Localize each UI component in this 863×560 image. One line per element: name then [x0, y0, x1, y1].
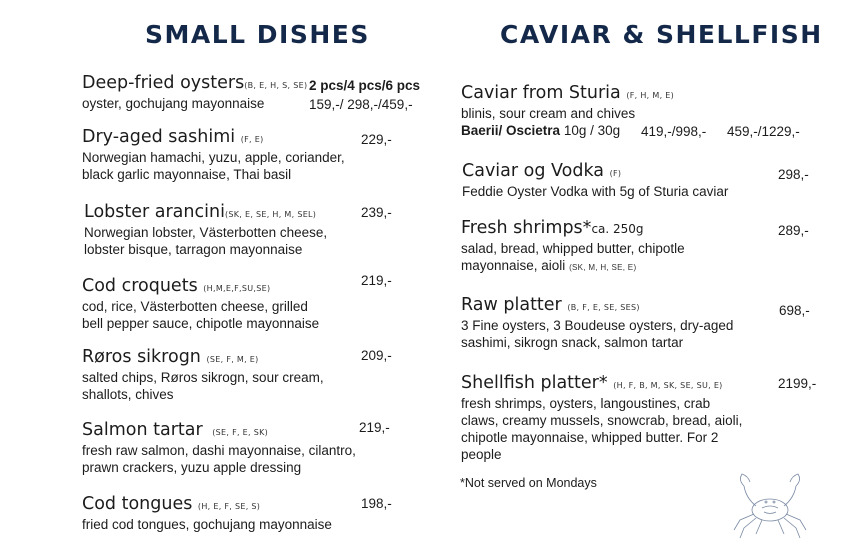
menu-item-lobster-arancini [84, 202, 444, 258]
item-sizes: 2 pcs/4 pcs/6 pcs [309, 78, 421, 93]
item-allergens: (F) [609, 169, 622, 178]
item-description-line: chipotle mayonnaise, whipped butter. For 2 [461, 430, 719, 445]
item-price-oscietra: 459,-/1229,- [727, 124, 800, 139]
item-description-line: Norwegian lobster, Västerbotten cheese, [84, 225, 328, 240]
item-price: 219,- [361, 273, 392, 288]
menu-item-fresh-shrimps [461, 218, 831, 276]
item-name: Shellfish platter* [461, 373, 608, 393]
caviar-weights: 10g / 30g [563, 123, 621, 138]
item-price-baerii: 419,-/998,- [641, 124, 707, 139]
item-price: 198,- [361, 496, 392, 511]
item-name: Salmon tartar [82, 420, 203, 440]
item-allergens: (H, E, F, SE, S) [197, 502, 261, 511]
item-description: fried cod tongues, gochujang mayonnaise [82, 517, 332, 532]
item-name: Caviar from Sturia [461, 83, 621, 103]
item-price: 159,-/ 298,-/459,- [309, 97, 413, 112]
item-description-line: 3 Fine oysters, 3 Boudeuse oysters, dry-aged [461, 318, 734, 333]
item-price: 298,- [778, 167, 809, 182]
item-allergens: (H,M,E,F,SU,SE) [203, 284, 271, 293]
item-price: 209,- [361, 348, 392, 363]
item-allergens: (SK, E, SE, H, M, SEL) [224, 210, 317, 219]
item-description-line: sashimi, sikrogn snack, salmon tartar [461, 335, 684, 350]
item-description-line: prawn crackers, yuzu apple dressing [82, 460, 302, 475]
item-description-line: fresh raw salmon, dashi mayonnaise, cilantro, [82, 443, 356, 458]
item-name: Røros sikrogn [82, 347, 201, 367]
menu-item-deep-fried-oysters [82, 73, 442, 112]
menu-item-caviar-from-sturia [461, 83, 841, 139]
item-name: Cod tongues [82, 494, 193, 514]
item-allergens: (F, E) [240, 135, 264, 144]
item-name: Lobster arancini [84, 202, 225, 222]
item-allergens: (SE, F, M, E) [206, 355, 259, 364]
item-description-line: bell pepper sauce, chipotle mayonnaise [82, 316, 320, 331]
item-description-line: black garlic mayonnaise, Thai basil [82, 167, 292, 182]
item-description-line: claws, creamy mussels, snowcrab, bread, aioli, [461, 413, 743, 428]
menu-item-cod-tongues [82, 494, 442, 533]
item-description-line: people [461, 447, 502, 462]
menu-item-caviar-og-vodka [462, 161, 832, 200]
item-price: 219,- [359, 420, 390, 435]
menu-item-raw-platter [461, 295, 831, 351]
item-name: Fresh shrimps* [461, 218, 592, 238]
item-price: 698,- [779, 303, 810, 318]
item-quantity: ca. 250g [591, 222, 644, 236]
item-description-line: salad, bread, whipped butter, chipotle [461, 241, 685, 256]
item-description-line: cod, rice, Västerbotten cheese, grilled [82, 299, 308, 314]
footnote-not-served-mondays: *Not served on Mondays [460, 476, 597, 490]
item-allergens: (SK, M, H, SE, E) [569, 263, 637, 272]
caviar-shellfish-heading: CAVIAR & SHELLFISH [500, 20, 823, 49]
item-description-line: mayonnaise, aioli [461, 258, 566, 273]
item-description-line: Norwegian hamachi, yuzu, apple, coriander, [82, 150, 345, 165]
menu-item-dry-aged-sashimi [82, 127, 442, 183]
item-allergens: (F, H, M, E) [626, 91, 675, 100]
item-allergens: (B, E, H, S, SE) [244, 81, 308, 90]
item-name: Dry-aged sashimi [82, 127, 236, 147]
item-description: Feddie Oyster Vodka with 5g of Sturia caviar [462, 184, 729, 199]
item-description-line: shallots, chives [82, 387, 174, 402]
small-dishes-heading: SMALL DISHES [145, 20, 370, 49]
item-name: Cod croquets [82, 276, 198, 296]
item-description: oyster, gochujang mayonnaise [82, 96, 265, 111]
caviar-variants: Baerii/ Oscietra [461, 123, 561, 138]
item-description: blinis, sour cream and chives [461, 106, 636, 121]
menu-item-roros-sikrogn [82, 347, 442, 403]
item-allergens: (H, F, B, M, SK, SE, SU, E) [613, 381, 723, 390]
item-price: 289,- [778, 223, 809, 238]
item-name: Caviar og Vodka [462, 161, 604, 181]
menu-item-cod-croquets [82, 273, 442, 332]
item-description-line: fresh shrimps, oysters, langoustines, crab [461, 396, 711, 411]
item-name: Deep-fried oysters [82, 73, 245, 93]
menu-item-shellfish-platter [461, 373, 841, 463]
item-price: 229,- [361, 132, 392, 147]
crab-illustration-icon [722, 468, 822, 548]
item-allergens: (SE, F, E, SK) [212, 428, 269, 437]
item-name: Raw platter [461, 295, 562, 315]
item-price: 239,- [361, 205, 392, 220]
item-description-line: salted chips, Røros sikrogn, sour cream, [82, 370, 324, 385]
menu-item-salmon-tartar [82, 420, 452, 476]
item-allergens: (B, F, E, SE, SES) [567, 303, 640, 312]
item-price: 2199,- [778, 376, 817, 391]
item-description-line: lobster bisque, tarragon mayonnaise [84, 242, 303, 257]
